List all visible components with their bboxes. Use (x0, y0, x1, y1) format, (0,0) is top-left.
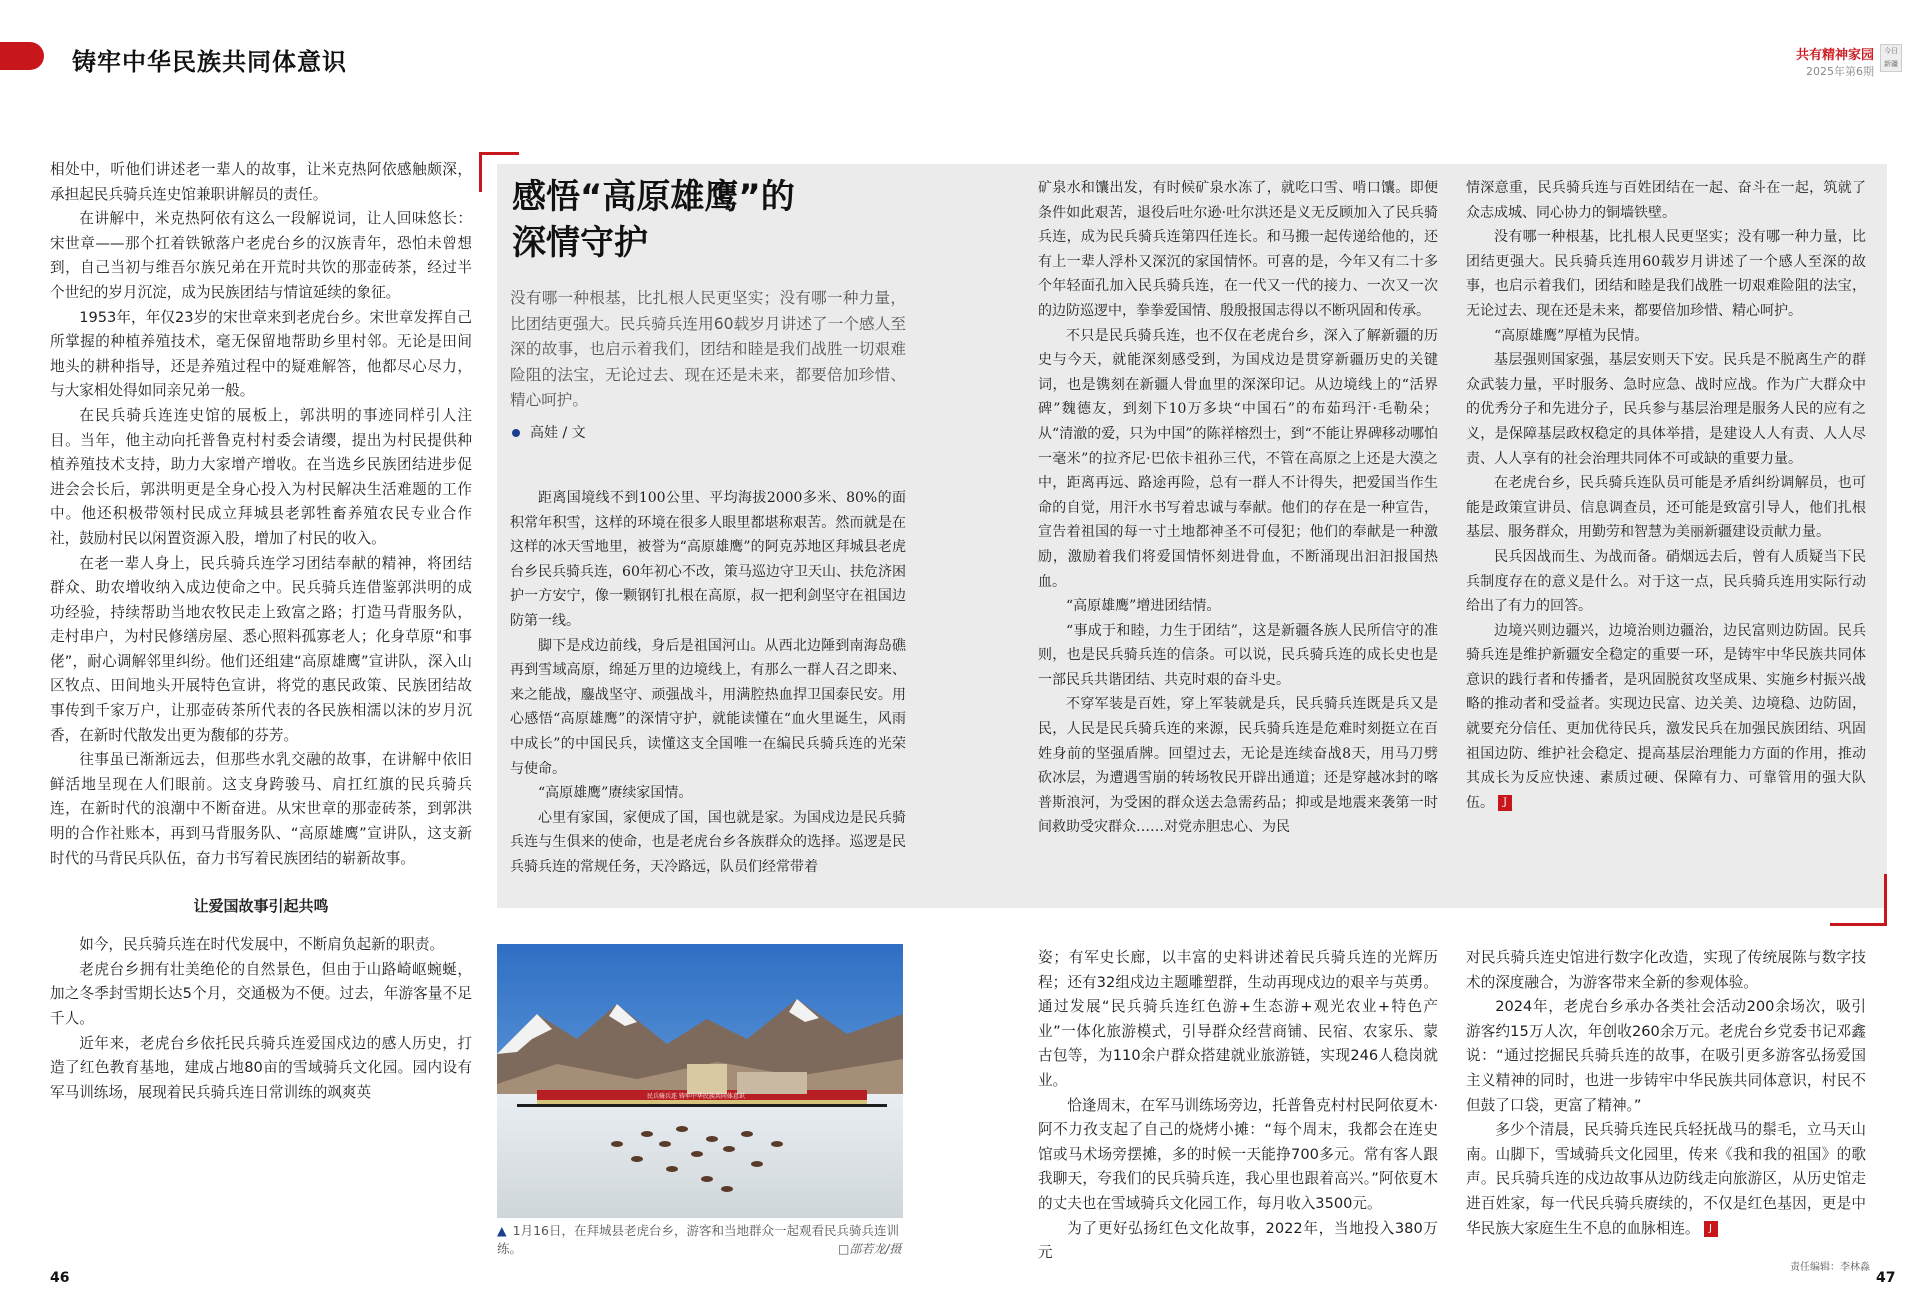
paragraph: 脚下是戍边前线，身后是祖国河山。从西北边陲到南海岛礁再到雪域高原，绵延万里的边境线上，有那么一群人召之即来、来之能战，鏖战坚守、顽强战斗，用满腔热血捍卫国泰民安。用心感悟“高原雄鹰”的深情守护，就能读懂在“血火里诞生，风雨中成长”的中国民兵，读懂这支全国唯一在编民兵骑兵连的光荣与使命。 (510, 637, 906, 777)
paragraph: 姿；有军史长廊，以丰富的史料讲述着民兵骑兵连的光辉历程；还有32组戍边主题雕塑群，生动再现戍边的艰辛与英勇。通过发展“民兵骑兵连红色游+生态游+观光农业+特色产业”一体化旅游模式，引导群众经营商铺、民宿、农家乐、蒙古包等，为110余户群众搭建就业旅游链，实现246人稳岗就业。 (1038, 949, 1438, 1089)
corner-accent (479, 152, 519, 155)
corner-accent (1830, 923, 1887, 926)
magazine-brand (1796, 44, 1900, 79)
caption-triangle-icon: ▲ (497, 1223, 507, 1238)
paragraph: 心里有家国，家便成了国，国也就是家。为国戍边是民兵骑兵连与生俱来的使命，也是老虎台乡各族群众的选择。巡逻是民兵骑兵连的常规任务，天冷路远，队员们经常带着 (510, 809, 906, 875)
paragraph: 不只是民兵骑兵连，也不仅在老虎台乡，深入了解新疆的历史与今天，就能深刻感受到，为国戍边是贯穿新疆历史的关键词，也是镌刻在新疆人骨血里的深深印记。从边境线上的“活界碑”魏德友，到刻下10万多块“中国石”的布茹玛汗·毛勒朵；从“清澈的爱，只为中国”的陈祥榕烈士，到“不能让界碑移动哪怕一毫米”的拉齐尼·巴依卡祖孙三代，不管在高原之上还是大漠之中，距离再远、路途再险，总有一群人不计得失，把爱国当作生命的自觉，用汗水书写着忠诚与奉献。他们的存在是一种宣告，宣告着祖国的每一寸土地都神圣不可侵犯；他们的奉献是一种激励，激励着我们将爱国情怀刻进骨血，不断涌现出汩汩报国热血。 (1038, 327, 1438, 590)
corner-accent (1884, 874, 1887, 926)
paragraph: 在老一辈人身上，民兵骑兵连学习团结奉献的精神，将团结群众、助农增收纳入成边使命之中。民兵骑兵连借鉴郭洪明的成功经验，持续帮助当地农牧民走上致富之路；打造马背服务队，走村串户，为村民修缮房屋、悉心照料孤寡老人；化身草原“和事佬”，耐心调解邻里纠纷。他们还组建“高原雄鹰”宣讲队，深入山区牧点、田间地头开展特色宣讲，将党的惠民政策、民族团结故事传到千家万户，让那壶砖茶所代表的各民族相濡以沫的岁月沉香，在新时代散发出更为馥郁的芬芳。 (50, 554, 472, 744)
paragraph: 情深意重，民兵骑兵连与百姓团结在一起、奋斗在一起，筑就了众志成城、同心协力的铜墙铁壁。 (1466, 180, 1866, 221)
paragraph: 2024年，老虎台乡承办各类社会活动200余场次，吸引游客约15万人次，年创收260余万元。老虎台乡党委书记邓鑫说：“通过挖掘民兵骑兵连的故事，在吸引更多游客弘扬爱国主义精神的同时，也进一步铸牢中华民族共同体意识，村民不但鼓了口袋，更富了精神。” (1466, 998, 1866, 1114)
end-mark-icon: J (1704, 1221, 1718, 1237)
paragraph-text: 边境兴则边疆兴，边境治则边疆治，边民富则边防固。民兵骑兵连是维护新疆安全稳定的重要一环，是铸牢中华民族共同体意识的践行者和传播者，是巩固脱贫攻坚成果、实施乡村振兴战略的推动者和受益者。实现边民富、边关美、边境稳、边防固，就要充分信任、更加优待民兵，激发民兵在加强民族团结、巩固祖国边防、维护社会稳定、提高基层治理能力方面的作用，推动其成长为反应快速、素质过硬、保障有力、可靠管用的强大队伍。 (1466, 622, 1866, 811)
commentary-column-2 (1038, 176, 1438, 840)
paragraph: 在老虎台乡，民兵骑兵连队员可能是矛盾纠纷调解员，也可能是政策宣讲员、信息调查员，还可能是致富引导人，他们扎根基层、服务群众，用勤劳和智慧为美丽新疆建设贡献力量。 (1466, 475, 1866, 541)
caption-text: 1月16日，在拜城县老虎台乡，游客和当地群众一起观看民兵骑兵连训练。 (497, 1223, 899, 1256)
section-title: 铸牢中华民族共同体意识 (72, 48, 347, 76)
paragraph: 为了更好弘扬红色文化故事，2022年，当地投入380万元 (1038, 1219, 1438, 1262)
article-lead: 没有哪一种根基，比扎根人民更坚实；没有哪一种力量，比团结更强大。民兵骑兵连用60载岁月讲述了一个感人至深的故事，也启示着我们，团结和睦是我们战胜一切艰难险阻的法宝，无论过去、现在还是未来，都要倍加珍惜、精心呵护。 (510, 289, 906, 409)
paragraph: 不穿军装是百姓，穿上军装就是兵，民兵骑兵连既是兵又是民，人民是民兵骑兵连的来源，民兵骑兵连是危难时刻挺立在百姓身前的坚强盾牌。回望过去，无论是连续奋战8天，用马刀劈砍冰层，为遭遇雪崩的转场牧民开辟出通道；还是穿越冰封的喀普斯浪河，为受困的群众送去急需药品；抑或是地震来袭第一时间救助受灾群众……对党赤胆忠心、为民 (1038, 696, 1438, 836)
paragraph: 相处中，听他们讲述老一辈人的故事，让米克热阿依感触颇深，承担起民兵骑兵连史馆兼职讲解员的责任。 (50, 161, 472, 203)
bottom-column-1 (1038, 946, 1438, 1266)
paragraph: 恰逢周末，在军马训练场旁边，托普鲁克村村民阿依夏木·阿不力孜支起了自己的烧烤小摊：“每个周末，我都会在连史馆或马术场旁摆摊，多的时候一天能挣700多元。常有客人跟我聊天，夸我们的民兵骑兵连，我心里也跟着高兴。”阿依夏木的丈夫也在雪域骑兵文化园工作，每月收入3500元。 (1038, 1096, 1438, 1212)
bottom-column-2 (1466, 946, 1866, 1241)
photo-credit: □邵若龙/摄 (838, 1242, 902, 1256)
paragraph: 在民兵骑兵连连史馆的展板上，郭洪明的事迹同样引人注目。当年，他主动向托普鲁克村村委会请缨，提出为村民提供种植养殖技术支持，助力大家增产增收。在当选乡民族团结进步促进会会长后，郭洪明更是全身心投入为村民解决生活难题的工作中。他还积极带领村民成立拜城县老郭牲畜养殖农民专业合作社，鼓励村民以闲置资源入股，增加了村民的收入。 (50, 406, 472, 547)
paragraph: 对民兵骑兵连史馆进行数字化改造，实现了传统展陈与数字技术的深度融合，为游客带来全新的参观体验。 (1466, 949, 1866, 991)
paragraph: 民兵因战而生、为战而备。硝烟远去后，曾有人质疑当下民兵制度存在的意义是什么。对于这一点，民兵骑兵连用实际行动给出了有力的回答。 (1466, 548, 1866, 615)
author-byline (512, 422, 586, 442)
paragraph: 老虎台乡拥有壮美绝伦的自然景色，但由于山路崎岖蜿蜒，加之冬季封雪期长达5个月，交通极为不便。过去，年游客量不足千人。 (50, 960, 472, 1027)
paragraph: 矿泉水和馕出发，有时候矿泉水冻了，就吃口雪、啃口馕。即便条件如此艰苦，退役后吐尔逊·吐尔洪还是义无反顾加入了民兵骑兵连，成为民兵骑兵连第四任连长。和马搬一起传递给他的，还有上一辈人浮朴又深沉的家国情怀。可喜的是，今年又有二十多个年轻面孔加入民兵骑兵连，在一代又一代的接力、一次又一次的边防巡逻中，拳拳爱国情、殷殷报国志得以不断巩固和传承。 (1038, 180, 1438, 319)
page-number-left: 46 (50, 1270, 70, 1286)
left-column (50, 158, 472, 1105)
header-red-tab (0, 42, 44, 70)
cavalry-training-photo (497, 944, 903, 1218)
author-name: 高娃 / 文 (530, 425, 586, 441)
page-number-right: 47 (1876, 1270, 1896, 1286)
corner-accent (479, 152, 482, 192)
subheading: 让爱国故事引起共鸣 (193, 897, 329, 916)
title-line: 深情守护 (512, 223, 648, 263)
paragraph (1466, 619, 1866, 816)
bullet-icon (512, 429, 520, 437)
paragraph: 基层强则国家强，基层安则天下安。民兵是不脱离生产的群众武装力量，平时服务、急时应急、战时应战。作为广大群众中的优秀分子和先进分子，民兵参与基层治理是服务人民的应有之义，是保障基层政权稳定的具体举措，是建设人人有责、人人尽责、人人享有的社会治理共同体不可或缺的重要力量。 (1466, 352, 1866, 467)
title-line: 感悟“高原雄鹰”的 (512, 177, 795, 217)
paragraph: “高原雄鹰”赓续家国情。 (538, 785, 693, 802)
paragraph (1466, 1118, 1866, 1241)
magazine-logo-badge: 今日新疆 (1880, 44, 1902, 72)
paragraph: 在讲解中，米克热阿依有这么一段解说词，让人回味悠长：宋世章——那个扛着铁锨落户老虎台乡的汉族青年，恐怕未曾想到，自己当初与维吾尔族兄弟在开荒时共饮的那壶砖茶，经过半个世纪的岁月沉淀，成为民族团结与情谊延续的象征。 (50, 210, 472, 301)
issue-number: 2025年第6期 (1806, 65, 1874, 78)
paragraph: “高原雄鹰”增进团结情。 (1066, 598, 1221, 615)
paragraph: 如今，民兵骑兵连在时代发展中，不断肩负起新的职责。 (79, 936, 445, 954)
end-mark-icon: J (1498, 795, 1512, 811)
paragraph: “事成于和睦，力生于团结”，这是新疆各族人民所信守的准则，也是民兵骑兵连的信条。可以说，民兵骑兵连的成长史也是一部民兵共谐团结、共克时艰的奋斗史。 (1038, 622, 1438, 688)
photo-banner-text: 民兵骑兵连 铸牢中华民族共同体意识 (647, 1093, 745, 1100)
commentary-column-3 (1466, 176, 1866, 815)
paragraph: 没有哪一种根基，比扎根人民更坚实；没有哪一种力量，比团结更强大。民兵骑兵连用60载岁月讲述了一个感人至深的故事，也启示着我们，团结和睦是我们战胜一切艰难险阻的法宝，无论过去、现在还是未来，都要倍加珍惜、精心呵护。 (1466, 229, 1866, 319)
paragraph: 1953年，年仅23岁的宋世章来到老虎台乡。宋世章发挥自己所掌握的种植养殖技术，毫无保留地帮助乡里村邻。无论是田间地头的耕种指导，还是养殖过程中的疑难解答，他都尽心尽力，与大家相处得如同亲兄弟一般。 (50, 308, 472, 400)
paragraph: “高原雄鹰”厚植为民情。 (1494, 327, 1649, 344)
paragraph: 往事虽已渐渐远去，但那些水乳交融的故事，在讲解中依旧鲜活地呈现在人们眼前。这支身跨骏马、肩扛红旗的民兵骑兵连，在新时代的浪潮中不断奋进。从宋世章的那壶砖茶，到郭洪明的合作社账本，再到马背服务队、“高原雄鹰”宣讲队，这支新时代的马背民兵队伍，奋力书写着民族团结的崭新故事。 (50, 751, 472, 867)
paragraph: 近年来，老虎台乡依托民兵骑兵连爱国戍边的感人历史，打造了红色教育基地，建成占地80亩的雪域骑兵文化园。园内设有军马训练场，展现着民兵骑兵连日常训练的飒爽英 (50, 1034, 472, 1101)
brand-name: 共有精神家园 (1795, 48, 1874, 63)
article-title (512, 174, 912, 266)
paragraph: 距离国境线不到100公里、平均海拔2000多米、80%的面积常年积雪，这样的环境在很多人眼里都堪称艰苦。然而就是在这样的冰天雪地里，被誉为“高原雄鹰”的阿克苏地区拜城县老虎台乡民兵骑兵连，60年初心不改，策马巡边守卫天山、扶危济困护一方安宁，像一颗钢钉扎根在高原，叔一把利剑坚守在祖国边防第一线。 (510, 490, 906, 629)
paragraph-text: 多少个清晨，民兵骑兵连民兵轻抚战马的鬃毛，立马天山南。山脚下，雪域骑兵文化园里，传来《我和我的祖国》的歌声。民兵骑兵连的戍边故事从边防线走向旅游区，从历史馆走进百姓家，每一代民兵骑兵赓续的，不仅是红色基因，更是中华民族大家庭生生不息的血脉相连。 (1466, 1121, 1866, 1237)
editor-credit: 责任编辑：李林淼 (1790, 1262, 1870, 1273)
commentary-column-1 (510, 486, 906, 880)
